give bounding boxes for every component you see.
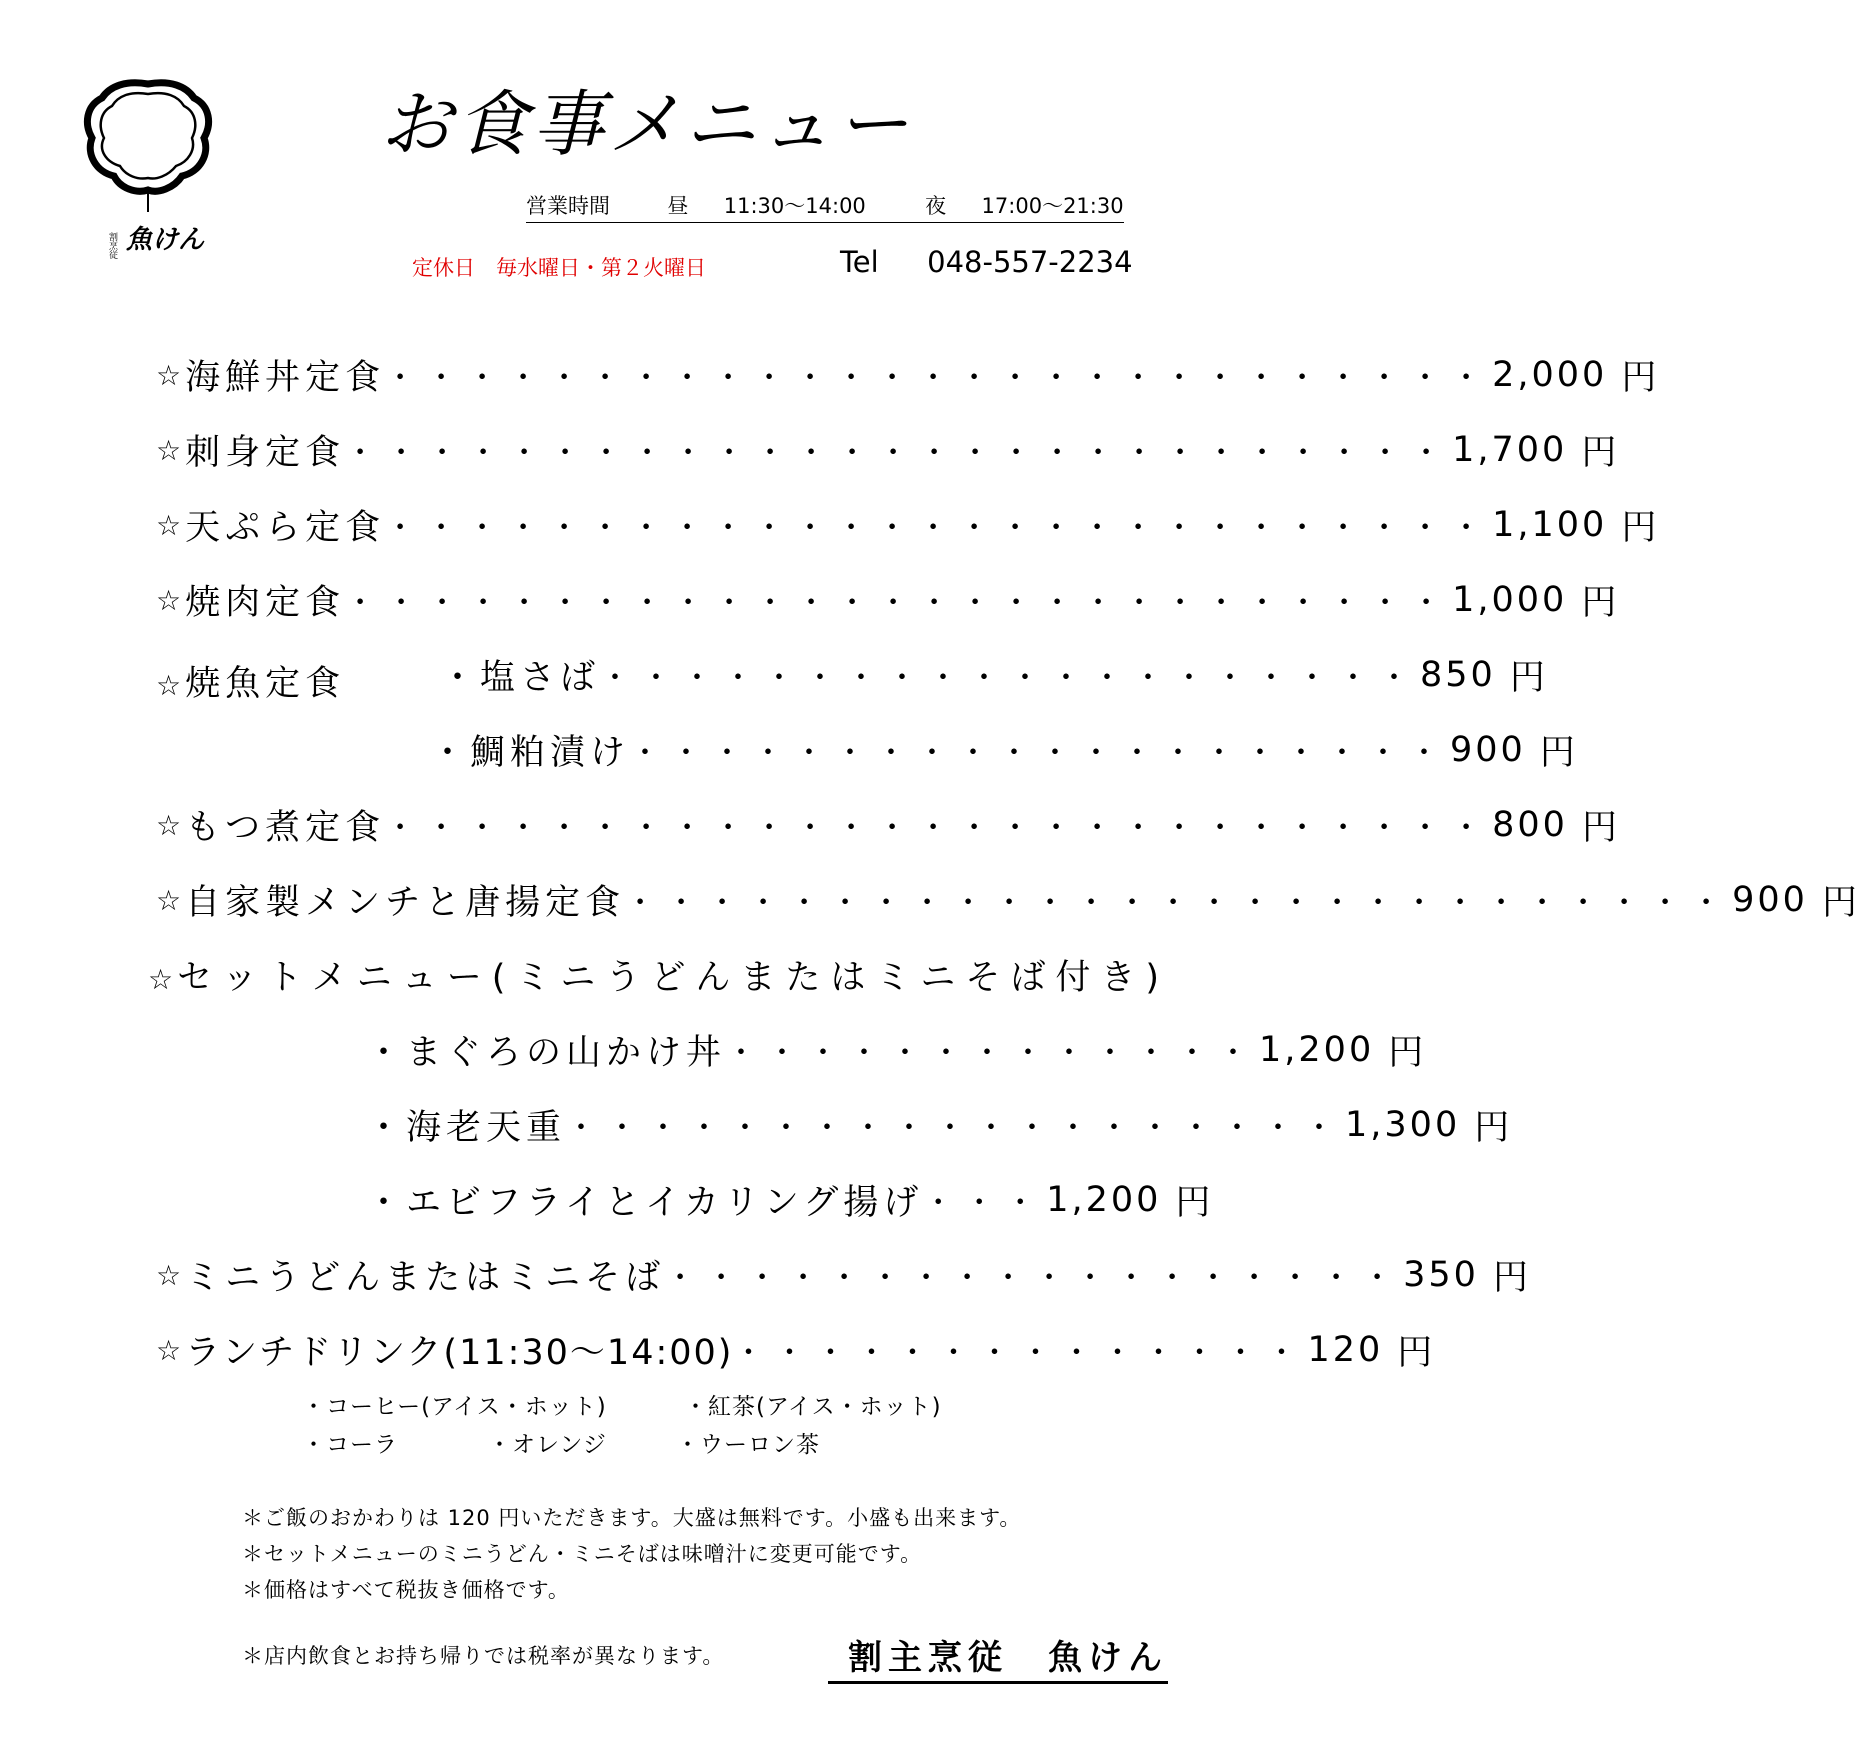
dinner-label: 夜 <box>925 194 947 218</box>
menu-item-price: 1,300 <box>1345 1105 1461 1145</box>
star-icon: ☆ <box>156 583 182 617</box>
menu-item <box>156 425 1617 475</box>
menu-item-price: 1,000 <box>1452 580 1568 620</box>
leader-dots: ・・・ <box>923 1186 1047 1221</box>
yen-unit: 円 <box>1621 508 1657 548</box>
menu-item <box>156 800 1617 850</box>
yen-unit: 円 <box>1581 583 1617 623</box>
regular-holiday: 定休日 毎水曜日・第２火曜日 <box>412 256 706 280</box>
menu-item-price: 900 <box>1732 880 1808 920</box>
star-icon: ☆ <box>156 1333 182 1367</box>
tel-number: 048-557-2234 <box>927 245 1133 279</box>
star-icon: ☆ <box>156 669 182 702</box>
menu-item-name: 刺身定食 <box>185 433 346 473</box>
set-menu-heading <box>148 950 1169 1000</box>
menu-item-price: 120 <box>1307 1330 1384 1370</box>
star-icon: ☆ <box>156 358 182 392</box>
menu-item-price: 350 <box>1403 1255 1479 1295</box>
leader-dots: ・・・・・・・・・・・・・・・・・・・・・・・・・・・ <box>385 361 1493 396</box>
menu-item-price: 2,000 <box>1492 355 1608 395</box>
page-title: お食事メニュー <box>380 82 913 166</box>
drink-option: ・オレンジ <box>488 1432 607 1458</box>
note: ＊店内飲食とお持ち帰りでは税率が異なります。 <box>242 1644 725 1668</box>
menu-item-name: 自家製メンチと唐揚定食 <box>185 883 626 923</box>
menu-item <box>156 350 1657 400</box>
set-menu-item <box>366 1100 1510 1150</box>
business-hours <box>526 194 1124 223</box>
menu-item-price: 1,200 <box>1046 1180 1162 1220</box>
dinner-time: 17:00～21:30 <box>981 194 1124 218</box>
star-icon: ☆ <box>156 808 182 842</box>
menu-item <box>156 1250 1528 1300</box>
note: ＊ご飯のおかわりは 120 円いただきます。大盛は無料です。小盛も出来ます。 <box>242 1506 1022 1530</box>
leader-dots: ・・・・・・・・・・・・・・・・・・・ <box>566 1111 1346 1146</box>
menu-item-name: ・塩さば <box>440 658 601 698</box>
leader-dots: ・・・・・・・・・・・・・・・・・・・・・・・・・・・ <box>345 436 1453 471</box>
grilled-fish-set-name: 焼魚定食 <box>185 664 346 704</box>
drink-option: ・紅茶(アイス・ホット) <box>684 1394 942 1420</box>
leader-dots: ・・・・・・・・・・・・・・ <box>733 1336 1308 1371</box>
yen-unit: 円 <box>1175 1183 1211 1223</box>
svg-text:割烹従: 割烹従 <box>107 232 117 259</box>
drink-option: ・ウーロン茶 <box>676 1432 820 1458</box>
menu-item-name: もつ煮定食 <box>185 808 386 848</box>
menu-item-price: 800 <box>1492 805 1568 845</box>
menu-item-name: ミニうどんまたはミニそば <box>185 1258 666 1298</box>
shop-name: 割主烹従 魚けん <box>828 1630 1168 1684</box>
yen-unit: 円 <box>1581 433 1617 473</box>
leader-dots: ・・・・・・・・・・・・・・・・・・・・ <box>600 661 1421 696</box>
menu-item-name: ランチドリンク(11:30～14:00) <box>185 1333 734 1373</box>
note: ＊価格はすべて税抜き価格です。 <box>242 1578 570 1602</box>
menu-item-price: 1,200 <box>1259 1030 1375 1070</box>
menu-item <box>430 725 1575 775</box>
yen-unit: 円 <box>1621 358 1657 398</box>
leader-dots: ・・・・・・・・・・・・・・・・・・・・・・・・・・・ <box>385 811 1493 846</box>
hours-label: 営業時間 <box>526 194 610 218</box>
star-icon: ☆ <box>156 508 182 542</box>
menu-item <box>156 500 1657 550</box>
menu-item-name: ・エビフライとイカリング揚げ <box>366 1183 924 1223</box>
menu-item-price: 1,100 <box>1492 505 1608 545</box>
leader-dots: ・・・・・・・・・・・・・・・・・・・・・・・・・・・ <box>345 586 1453 621</box>
menu-item <box>156 575 1617 625</box>
drink-option: ・コーラ <box>302 1432 398 1458</box>
yen-unit: 円 <box>1474 1108 1510 1148</box>
leader-dots: ・・・・・・・・・・・・・・・・・・ <box>665 1261 1404 1296</box>
yen-unit: 円 <box>1388 1033 1424 1073</box>
menu-item-name: ・海老天重 <box>366 1108 567 1148</box>
set-menu-item <box>366 1025 1424 1075</box>
yen-unit: 円 <box>1492 1258 1528 1298</box>
menu-item <box>440 650 1545 700</box>
set-menu-item <box>366 1175 1211 1225</box>
star-icon: ☆ <box>156 1258 182 1292</box>
leader-dots: ・・・・・・・・・・・・・ <box>726 1036 1260 1071</box>
menu-item-name: 天ぷら定食 <box>185 508 386 548</box>
leader-dots: ・・・・・・・・・・・・・・・・・・・・ <box>630 736 1451 771</box>
yen-unit: 円 <box>1509 658 1545 698</box>
menu-item-price: 1,700 <box>1452 430 1568 470</box>
yen-unit: 円 <box>1397 1333 1433 1373</box>
menu-item <box>156 875 1857 925</box>
tel-label: Tel <box>840 245 879 279</box>
menu-item-name: 海鮮丼定食 <box>185 358 386 398</box>
menu-item-name: 焼肉定食 <box>185 583 346 623</box>
menu-item-name <box>156 656 345 706</box>
star-icon: ☆ <box>156 433 182 467</box>
leader-dots: ・・・・・・・・・・・・・・・・・・・・・・・・・・・ <box>385 511 1493 546</box>
svg-text:魚けん: 魚けん <box>126 225 205 255</box>
menu-item-price: 900 <box>1450 730 1526 770</box>
leader-dots: ・・・・・・・・・・・・・・・・・・・・・・・・・・・ <box>625 886 1733 921</box>
menu-item-name: ・まぐろの山かけ丼 <box>366 1033 727 1073</box>
drink-option: ・コーヒー(アイス・ホット) <box>302 1394 607 1420</box>
yen-unit: 円 <box>1821 883 1857 923</box>
star-icon: ☆ <box>148 963 174 996</box>
star-icon: ☆ <box>156 883 182 917</box>
yen-unit: 円 <box>1539 733 1575 773</box>
note: ＊セットメニューのミニうどん・ミニそばは味噌汁に変更可能です。 <box>242 1542 923 1566</box>
lunch-time: 11:30～14:00 <box>723 194 866 218</box>
menu-item-name: ・鯛粕漬け <box>430 733 631 773</box>
menu-item-price: 850 <box>1420 655 1496 695</box>
phone-number <box>840 245 1133 279</box>
set-menu-title: セットメニュー(ミニうどんまたはミニそば付き) <box>177 958 1170 998</box>
lunch-label: 昼 <box>667 194 689 218</box>
yen-unit: 円 <box>1581 808 1617 848</box>
fan-crest-logo <box>78 72 218 262</box>
menu-item <box>156 1325 1433 1375</box>
